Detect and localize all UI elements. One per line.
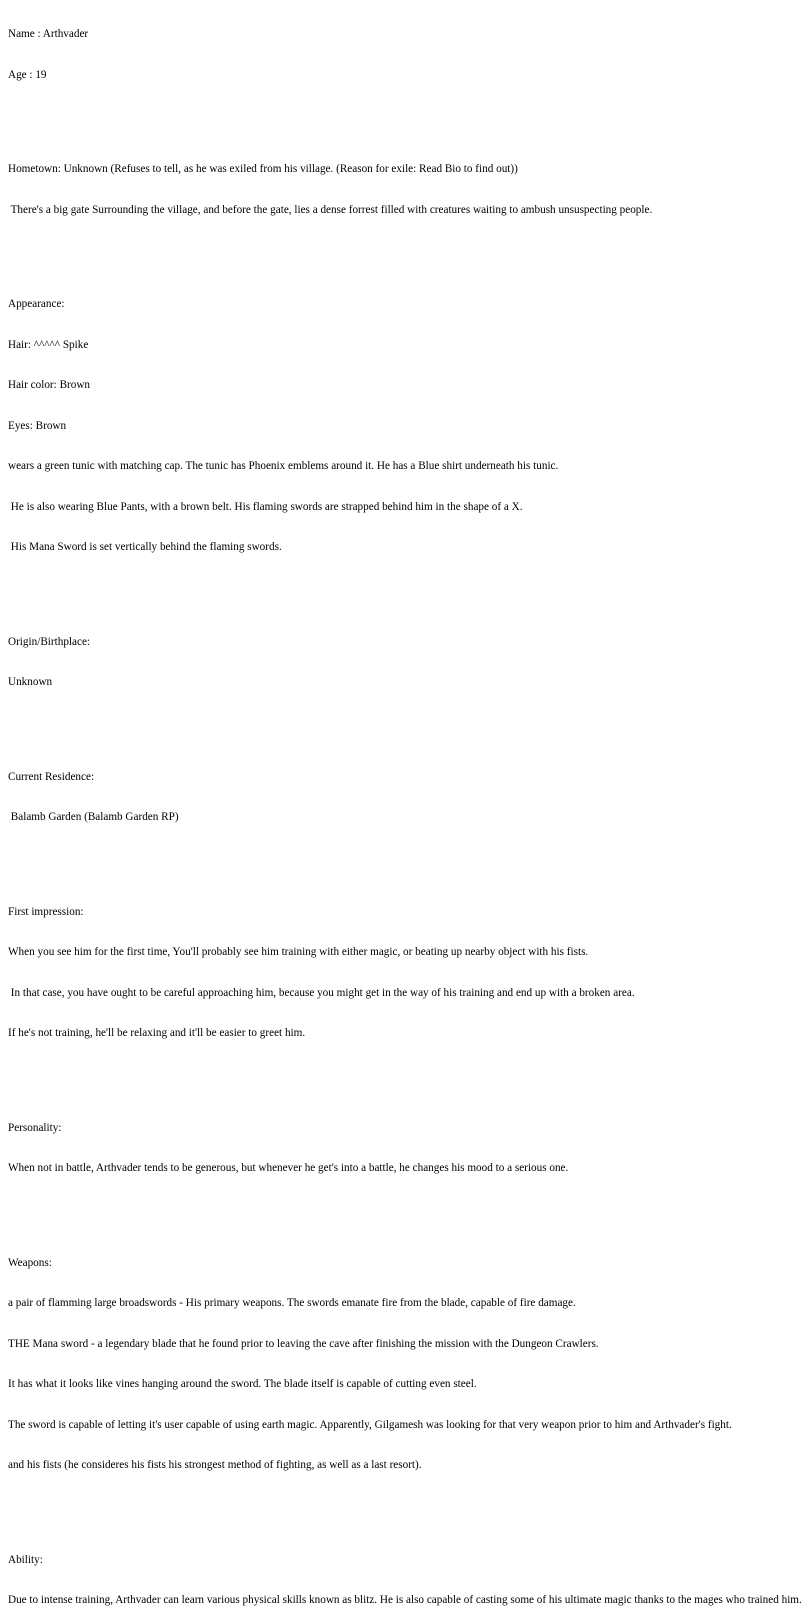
origin-value: Unknown <box>8 676 53 688</box>
appearance-description-1: wears a green tunic with matching cap. The tunic has Phoenix emblems around it. He has a Blue shirt underneath his tunic. <box>8 460 559 472</box>
spacer <box>8 717 798 731</box>
appearance-description-3: His Mana Sword is set vertically behind the flaming swords. <box>8 541 282 553</box>
residence-value: Balamb Garden (Balamb Garden RP) <box>8 811 179 823</box>
personality-line-1: When not in battle, Arthvader tends to be generous, but whenever he get's into a battle, he changes his mood to a serious one. <box>8 1162 569 1174</box>
appearance-heading: Appearance: <box>8 298 65 310</box>
appearance-description-2: He is also wearing Blue Pants, with a brown belt. His flaming swords are strapped behind him in the shape of a X. <box>8 500 523 513</box>
spacer <box>8 109 798 123</box>
name-line: Name : Arthvader <box>8 28 89 40</box>
weapons-line-5: and his fists (he consideres his fists his strongest method of fighting, as well as a last resort). <box>8 1459 422 1471</box>
spacer <box>8 852 798 866</box>
spacer <box>8 1500 798 1514</box>
weapons-heading: Weapons: <box>8 1256 52 1269</box>
personality-heading: Personality: <box>8 1121 62 1134</box>
ability-heading: Ability: <box>8 1553 43 1566</box>
weapons-line-2: THE Mana sword - a legendary blade that he found prior to leaving the cave after finishing the mission with the Dungeon Crawlers. <box>8 1337 599 1350</box>
eyes-line: Eyes: Brown <box>8 419 67 432</box>
hometown-line: Hometown: Unknown (Refuses to tell, as he was exiled from his village. (Reason for exile: Read Bio to find out)) <box>8 163 518 175</box>
first-impression-heading: First impression: <box>8 905 84 918</box>
origin-heading: Origin/Birthplace: <box>8 635 91 648</box>
first-impression-line-3: If he's not training, he'll be relaxing and it'll be easier to greet him. <box>8 1027 306 1039</box>
weapons-line-1: a pair of flamming large broadswords - His primary weapons. The swords emanate fire from the blade, capable of fire damage. <box>8 1297 576 1309</box>
residence-heading: Current Residence: <box>8 770 95 783</box>
ability-line-1: Due to intense training, Arthvader can learn various physical skills known as blitz. He is also capable of casting some of his ultimate magic thanks to the mages who trained him. <box>8 1594 802 1606</box>
hair-color-line: Hair color: Brown <box>8 379 91 391</box>
profile-document <box>8 1 802 1621</box>
spacer <box>8 1203 798 1217</box>
first-impression-line-2: In that case, you have ought to be careful approaching him, because you might get in the way of his training and end up with a broken area. <box>8 986 635 999</box>
age-line: Age : 19 <box>8 68 47 81</box>
spacer <box>8 582 798 596</box>
weapons-line-4: The sword is capable of letting it's user capable of using earth magic. Apparently, Gilgamesh was looking for that very weapon prior to him and Arthvader's fight. <box>8 1418 732 1431</box>
first-impression-line-1: When you see him for the first time, You'll probably see him training with either magic, or beating up nearby object with his fists. <box>8 946 589 958</box>
spacer <box>8 1068 798 1082</box>
weapons-line-3: It has what it looks like vines hanging around the sword. The blade itself is capable of cutting even steel. <box>8 1378 477 1390</box>
spacer <box>8 244 798 258</box>
hair-line: Hair: ^^^^^ Spike <box>8 338 89 351</box>
hometown-description: There's a big gate Surrounding the village, and before the gate, lies a dense forrest filled with creatures waiting to ambush unsuspecting people. <box>8 203 653 216</box>
